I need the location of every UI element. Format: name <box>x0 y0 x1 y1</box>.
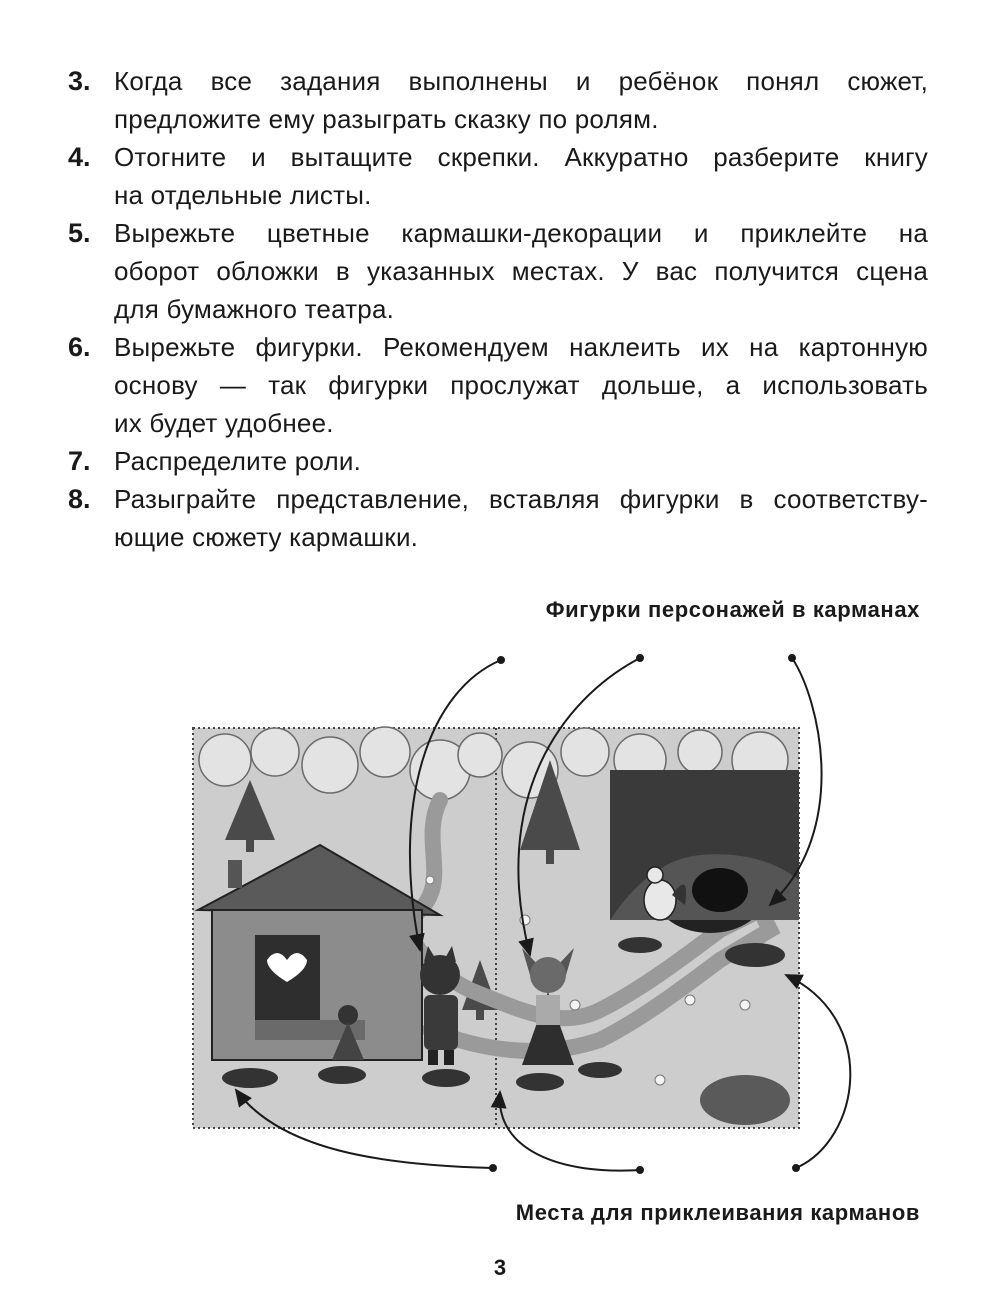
instruction-line: Отогните и вытащите скрепки. Аккуратно разберите книгу <box>114 142 928 172</box>
caption-figures-in-pockets: Фигурки персонажей в карманах <box>545 597 920 622</box>
instruction-number: 3. <box>68 66 91 96</box>
instruction-number: 7. <box>68 446 91 476</box>
instruction-line: на отдельные листы. <box>114 180 372 210</box>
instruction-line: предложите ему разыграть сказку по ролям. <box>114 104 659 134</box>
instruction-line: для бумажного театра. <box>114 294 395 324</box>
instruction-line: Вырежьте фигурки. Рекомендуем наклеить их на картонную <box>114 332 928 362</box>
page-number: 3 <box>493 1255 507 1280</box>
instruction-line: Вырежьте цветные кармашки-декорации и приклейте на <box>114 218 928 248</box>
burrow <box>610 770 799 933</box>
caption-pocket-places: Места для приклеивания карманов <box>515 1200 920 1225</box>
instruction-line: оборот обложки в указанных местах. У вас получится сцена <box>114 256 928 286</box>
instruction-line: основу — так фигурки прослужат дольше, а использовать <box>114 370 928 400</box>
instruction-number: 5. <box>68 218 91 248</box>
instruction-line: ющие сюжету кармашки. <box>114 522 419 552</box>
instruction-line: их будет удобнее. <box>114 408 334 438</box>
instruction-number: 6. <box>68 332 91 362</box>
instruction-number: 8. <box>68 484 91 514</box>
instruction-line: Когда все задания выполнены и ребёнок понял сюжет, <box>114 66 928 96</box>
instruction-line: Разыграйте представление, вставляя фигурки в соответству- <box>114 484 928 514</box>
cat-figure <box>420 946 460 1065</box>
instruction-line: Распределите роли. <box>114 446 361 476</box>
instruction-number: 4. <box>68 142 91 172</box>
